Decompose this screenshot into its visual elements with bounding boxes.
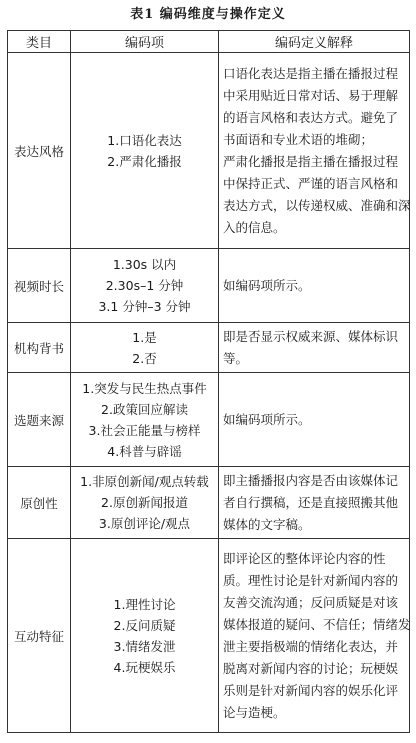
definition-cell: [219, 373, 410, 467]
header-row: [8, 31, 410, 53]
definition-cell: [219, 539, 410, 733]
code-item: 3.情绪发泄: [113, 638, 176, 654]
code-items-cell: [71, 467, 219, 539]
category-cell: 原创性: [8, 467, 71, 539]
code-item: 3.原创评论/观点: [98, 516, 191, 531]
code-item: 2.政策回应解读: [101, 401, 188, 417]
definition-line: 媒体的文字稿。: [223, 516, 311, 532]
code-item: 4.玩梗娱乐: [113, 659, 176, 675]
definition-line: 媒体报道的疑问、不信任；情绪发: [223, 616, 411, 632]
code-item: 1.突发与民生热点事件: [82, 380, 207, 396]
code-item: 2.严肃化播报: [107, 153, 182, 169]
category-cell: 互动特征: [8, 539, 71, 733]
definition-line: 质。理性讨论是针对新闻内容的: [223, 572, 399, 588]
category-cell: 视频时长: [8, 249, 71, 323]
definition-line: 如编码项所示。: [223, 277, 311, 293]
definition-line: 中采用贴近日常对话、易于理解: [223, 87, 399, 103]
table-row: [8, 249, 410, 323]
table-row: [8, 373, 410, 467]
definition-line: 乐则是针对新闻内容的娱乐化评: [223, 682, 399, 698]
category-cell: 表达风格: [8, 53, 71, 249]
definition-line: 如编码项所示。: [223, 411, 311, 427]
code-item: 1.理性讨论: [113, 596, 176, 612]
definition-cell: [219, 249, 410, 323]
header-category: 类目: [8, 31, 71, 53]
coding-table: [7, 30, 410, 733]
code-item: 1.30s 以内: [112, 257, 177, 272]
definition-line: 脱离对新闻内容的讨论；玩梗娱: [223, 660, 399, 676]
definition-line: 严肃化播报是指主播在播报过程: [223, 153, 399, 169]
header-definition: 编码定义解释: [219, 31, 410, 53]
code-items-cell: [71, 323, 219, 373]
code-items-cell: [71, 373, 219, 467]
code-item: 2.否: [132, 350, 157, 366]
definition-line: 书面语和专业术语的堆砌；: [223, 131, 374, 147]
definition-cell: [219, 53, 410, 249]
code-items-cell: [71, 249, 219, 323]
code-item: 1.口语化表达: [107, 132, 182, 148]
table-caption: 表1 编码维度与操作定义: [130, 7, 286, 22]
table-row: [8, 53, 410, 249]
definition-line: 泄主要指极端的情绪化表达，并: [223, 638, 399, 654]
definition-line: 的语言风格和表达方式。避免了: [223, 109, 399, 125]
header-code: 编码项: [71, 31, 219, 53]
category-cell: 选题来源: [8, 373, 71, 467]
definition-line: 等。: [223, 350, 249, 366]
definition-line: 论与造梗。: [223, 704, 286, 720]
definition-cell: [219, 323, 410, 373]
code-item: 2.30s–1 分钟: [105, 278, 184, 293]
table-row: [8, 539, 410, 733]
code-item: 4.科普与辟谣: [107, 443, 182, 459]
code-item: 1.是: [132, 329, 157, 345]
definition-line: 友善交流沟通；反问质疑是对该: [223, 594, 399, 610]
definition-line: 者自行撰稿，还是直接照搬其他: [223, 494, 399, 510]
code-items-cell: [71, 53, 219, 249]
category-cell: 机构背书: [8, 323, 71, 373]
definition-line: 表达方式，以传递权威、准确和深: [223, 197, 411, 213]
code-item: 3.社会正能量与榜样: [88, 422, 201, 438]
definition-line: 即是否显示权威来源、媒体标识: [223, 328, 399, 344]
definition-line: 入的信息。: [223, 219, 286, 235]
code-item: 2.原创新闻报道: [101, 495, 188, 510]
code-item: 3.1 分钟–3 分钟: [98, 299, 191, 314]
code-item: 2.反问质疑: [113, 617, 176, 633]
definition-line: 即评论区的整体评论内容的性: [223, 550, 386, 566]
definition-line: 即主播播报内容是否由该媒体记: [223, 472, 399, 488]
code-item: 1.非原创新闻/观点转载: [80, 474, 209, 489]
definition-line: 口语化表达是指主播在播报过程: [223, 65, 399, 81]
code-items-cell: [71, 539, 219, 733]
definition-cell: [219, 467, 410, 539]
table-row: [8, 323, 410, 373]
table-row: [8, 467, 410, 539]
definition-line: 中保持正式、严谨的语言风格和: [223, 175, 399, 191]
